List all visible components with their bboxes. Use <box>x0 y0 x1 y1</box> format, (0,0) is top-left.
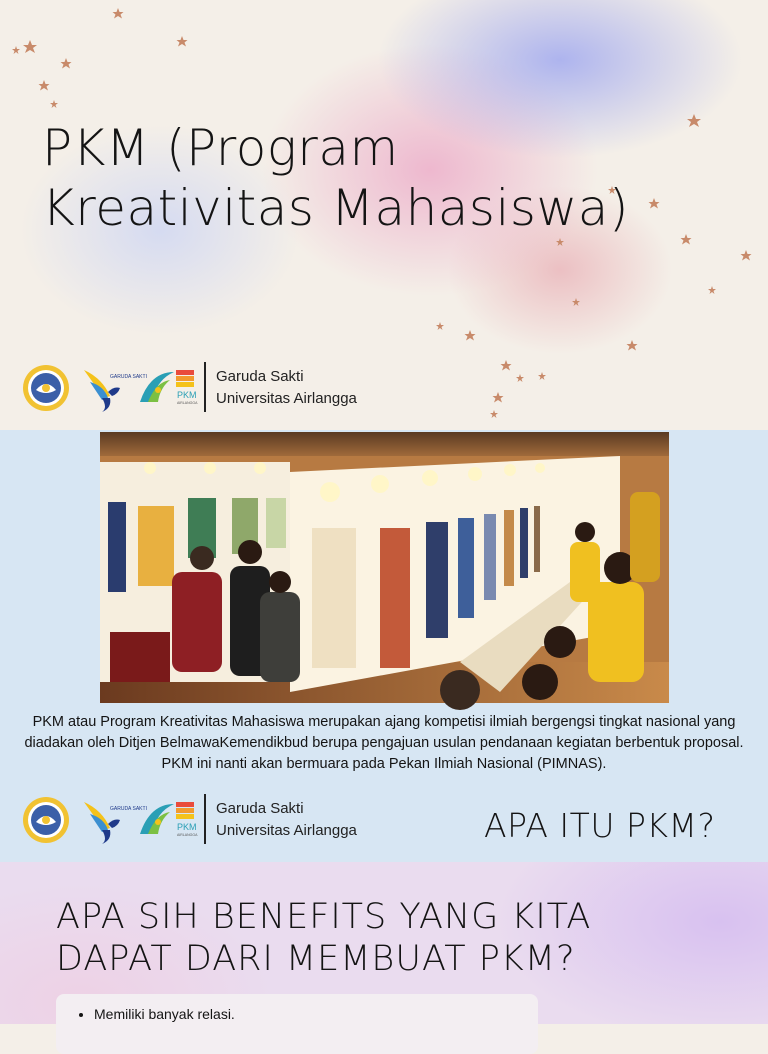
university-seal-logo <box>22 364 70 412</box>
benefits-list <box>56 994 538 1022</box>
about-heading: APA ITU PKM? <box>484 806 716 845</box>
star-icon <box>708 286 716 294</box>
pkm-logo <box>136 794 200 846</box>
star-icon <box>516 374 524 382</box>
star-icon <box>627 340 638 351</box>
garuda-logo-text: GARUDA SAKTI <box>110 806 147 812</box>
org-name-line-2: Universitas Airlangga <box>216 390 357 407</box>
benefits-title-line-1: APA SIH BENEFITS YANG KITA <box>56 897 592 937</box>
star-icon <box>741 250 752 261</box>
logo-row <box>22 360 382 416</box>
garuda-sakti-logo <box>80 362 147 414</box>
benefits-title-line-2: DAPAT DARI MEMBUAT PKM? <box>56 939 576 979</box>
logo-divider <box>204 362 206 412</box>
star-icon <box>556 238 564 246</box>
logo-row-2 <box>22 792 382 848</box>
org-name-line-2: Universitas Airlangga <box>216 822 357 839</box>
garuda-logo-text: GARUDA SAKTI <box>110 374 147 380</box>
garuda-sakti-logo <box>80 794 147 846</box>
star-icon <box>572 298 580 306</box>
org-name <box>216 366 357 410</box>
star-icon <box>50 100 58 108</box>
benefits-title <box>56 896 736 980</box>
university-seal-logo <box>22 796 70 844</box>
page-title <box>42 118 722 238</box>
exhibition-photo <box>100 432 669 703</box>
pkm-description: PKM atau Program Kreativitas Mahasiswa merupakan ajang kompetisi ilmiah bergengsi tingkat nasional yang diadakan oleh Ditjen BelmawaKemendikbud berupa pengajuan usulan pendanaan kegiatan berbentuk proposal. PKM ini nanti akan bermuara pada Pekan Ilmiah Nasional (PIMNAS). <box>24 714 744 772</box>
pkm-logo <box>136 362 200 414</box>
pkm-logo-text: PKM <box>177 390 197 400</box>
star-icon <box>113 8 124 19</box>
pkm-logo-text: PKM <box>177 822 197 832</box>
star-icon <box>61 58 72 69</box>
benefits-card <box>56 994 538 1054</box>
hero-section <box>0 0 768 430</box>
star-icon <box>490 410 498 418</box>
benefit-item: • Memiliki banyak relasi. <box>94 1006 538 1022</box>
about-section <box>0 430 768 862</box>
star-icon <box>493 392 504 403</box>
pkm-logo-subtext: AIRLANGGA <box>177 833 198 837</box>
org-name-line-1: Garuda Sakti <box>216 800 304 817</box>
star-icon <box>501 360 512 371</box>
pkm-logo-subtext: AIRLANGGA <box>177 401 198 405</box>
title-line-2: Kreativitas Mahasiswa) <box>42 179 629 237</box>
logo-divider <box>204 794 206 844</box>
star-icon <box>538 372 546 380</box>
star-icon <box>436 322 444 330</box>
star-icon <box>12 46 20 54</box>
benefits-section <box>0 862 768 1024</box>
star-icon <box>23 40 37 53</box>
star-icon <box>465 330 476 341</box>
org-name <box>216 798 357 842</box>
title-line-1: PKM (Program <box>42 119 399 177</box>
org-name-line-1: Garuda Sakti <box>216 368 304 385</box>
star-icon <box>39 80 50 91</box>
star-icon <box>177 36 188 47</box>
